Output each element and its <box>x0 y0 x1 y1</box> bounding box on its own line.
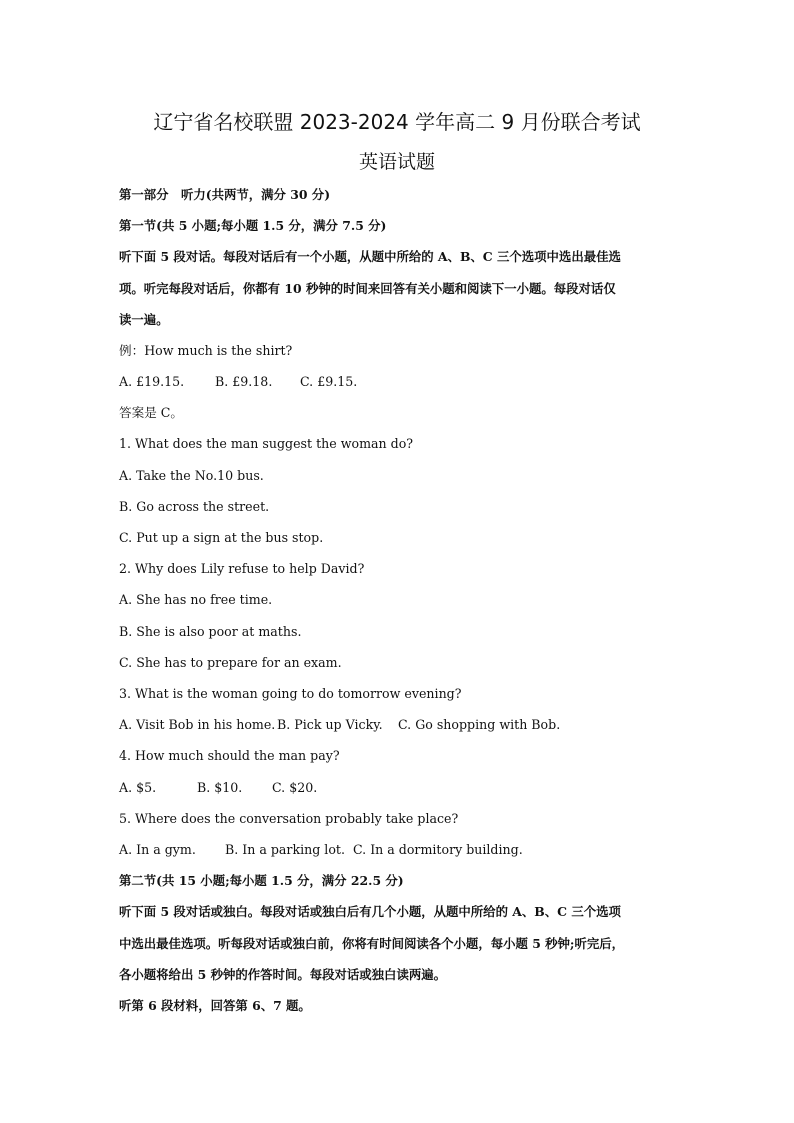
question: 1. What does the man suggest the woman do? <box>119 436 414 451</box>
section2-instruction-line: 听下面 5 段对话或独白。每段对话或独白后有几个小题，从题中所给的 A、B、C 三个选项 <box>119 904 621 919</box>
example-option: A. £19.15. <box>119 374 185 389</box>
question: 2. Why does Lily refuse to help David? <box>119 561 365 576</box>
section1-instruction-line: 听下面 5 段对话。每段对话后有一个小题，从题中所给的 A、B、C 三个选项中选出最佳选 <box>119 249 621 264</box>
example-question: 例：How much is the shirt? <box>119 343 293 358</box>
material6-heading: 听第 6 段材料，回答第 6、7 题。 <box>119 998 311 1013</box>
section1-instruction-line: 项。听完每段对话后，你都有 10 秒钟的时间来回答有关小题和阅读下一小题。每段对话仅 <box>119 281 616 296</box>
question: 4. How much should the man pay? <box>119 748 340 763</box>
option: B. $10. <box>197 780 243 795</box>
example-option: C. £9.15. <box>300 374 358 389</box>
option: C. Put up a sign at the bus stop. <box>119 530 324 545</box>
exam-subtitle: 英语试题 <box>358 151 435 173</box>
option: B. Pick up Vicky. <box>277 717 383 732</box>
example-answer: 答案是 C。 <box>119 405 184 420</box>
section2-instruction-line: 各小题将给出 5 秒钟的作答时间。每段对话或独白读两遍。 <box>119 967 447 982</box>
option: A. Take the No.10 bus. <box>119 468 264 483</box>
option: C. Go shopping with Bob. <box>398 717 561 732</box>
option: A. $5. <box>119 780 157 795</box>
section1-instruction-line: 读一遍。 <box>119 312 169 327</box>
section2-instruction-line: 中选出最佳选项。听每段对话或独白前，你将有时间阅读各个小题，每小题 5 秒钟;听完后， <box>119 936 625 951</box>
question: 5. Where does the conversation probably take place? <box>119 811 459 826</box>
option: B. In a parking lot. <box>225 842 345 857</box>
option: A. Visit Bob in his home. <box>119 717 276 732</box>
section1-heading: 第一节(共 5 小题;每小题 1.5 分，满分 7.5 分) <box>119 218 387 233</box>
option: B. She is also poor at maths. <box>119 624 302 639</box>
option: B. Go across the street. <box>119 499 270 514</box>
section2-heading: 第二节(共 15 小题;每小题 1.5 分，满分 22.5 分) <box>119 873 404 888</box>
option: A. She has no free time. <box>119 592 273 607</box>
example-option: B. £9.18. <box>215 374 273 389</box>
option: C. In a dormitory building. <box>353 842 523 857</box>
option: A. In a gym. <box>119 842 196 857</box>
option: C. $20. <box>272 780 318 795</box>
exam-title: 辽宁省名校联盟 2023-2024 学年高二 9 月份联合考试 <box>153 110 641 134</box>
part1-heading: 第一部分 听力(共两节，满分 30 分) <box>119 187 331 202</box>
option: C. She has to prepare for an exam. <box>119 655 342 670</box>
question: 3. What is the woman going to do tomorrow evening? <box>119 686 462 701</box>
